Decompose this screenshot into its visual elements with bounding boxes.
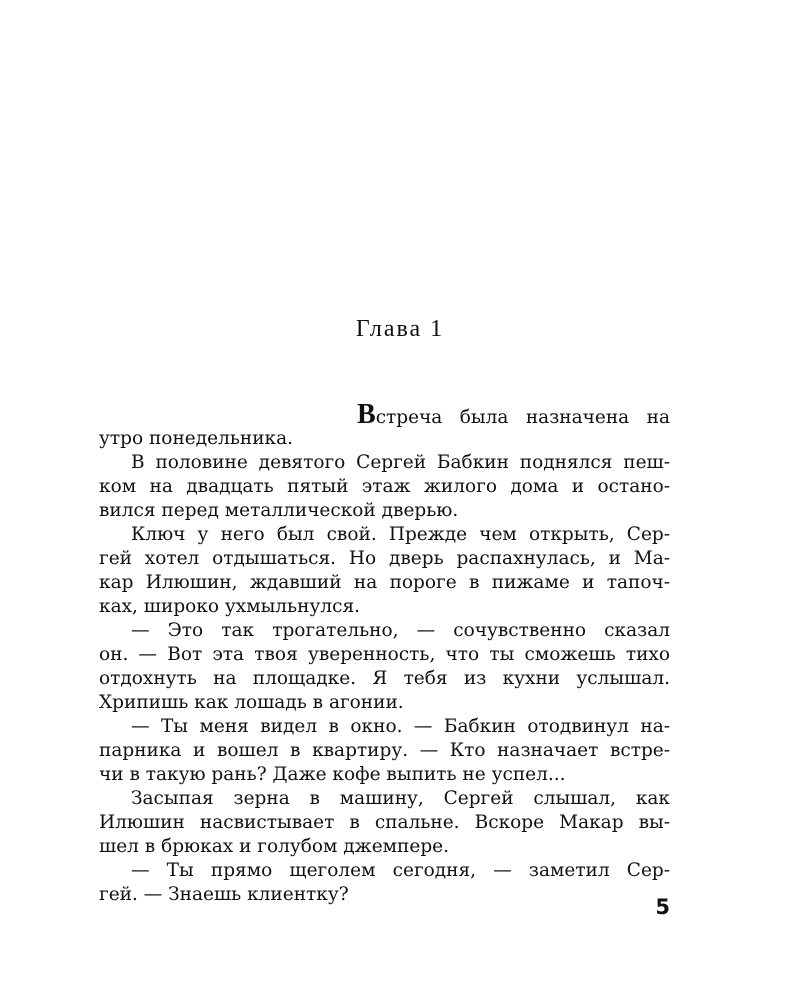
- text-line: В половине девятого Сергей Бабкин поднялся пеш-: [131, 452, 670, 473]
- chapter-title: Глава 1: [355, 316, 445, 342]
- text-line: Илюшин насвистывает в спальне. Вскоре Макар вы-: [99, 812, 670, 833]
- text-line-content: стреча была назначена на: [375, 407, 670, 428]
- text-line: гей хотел отдышаться. Но дверь распахнулась, и Ма-: [99, 548, 670, 569]
- text-line: Ключ у него был свой. Прежде чем открыть, Сер-: [131, 524, 670, 545]
- text-line: — Ты прямо щеголем сегодня, — заметил Сер-: [131, 860, 670, 881]
- text-line: Засыпая зерна в машину, Сергей слышал, как: [131, 788, 670, 809]
- page-number: 5: [655, 895, 670, 919]
- text-line: шел в брюках и голубом джемпере.: [99, 836, 449, 857]
- text-line: парника и вошел в квартиру. — Кто назначает встре-: [99, 740, 670, 761]
- text-line: — Ты меня видел в окно. — Бабкин отодвинул на-: [131, 716, 670, 737]
- text-line: ком на двадцать пятый этаж жилого дома и остано-: [99, 476, 670, 497]
- text-line: кар Илюшин, ждавший на пороге в пижаме и тапоч-: [99, 572, 670, 593]
- text-line: ках, широко ухмыльнулся.: [99, 596, 361, 617]
- text-line: он. — Вот эта твоя уверенность, что ты сможешь тихо: [99, 644, 670, 665]
- text-line: Хрипишь как лошадь в агонии.: [99, 692, 404, 713]
- text-line: вился перед металлической дверью.: [99, 500, 459, 521]
- text-line: гей. — Знаешь клиентку?: [99, 884, 349, 905]
- text-line: чи в такую рань? Даже кофе выпить не успел...: [99, 764, 566, 785]
- drop-cap: В: [357, 399, 376, 430]
- text-line: — Это так трогательно, — сочувственно сказал: [131, 620, 670, 641]
- text-line-first: [357, 399, 670, 430]
- text-line: отдохнуть на площадке. Я тебя из кухни услышал.: [99, 668, 670, 689]
- text-line: утро понедельника.: [99, 428, 294, 449]
